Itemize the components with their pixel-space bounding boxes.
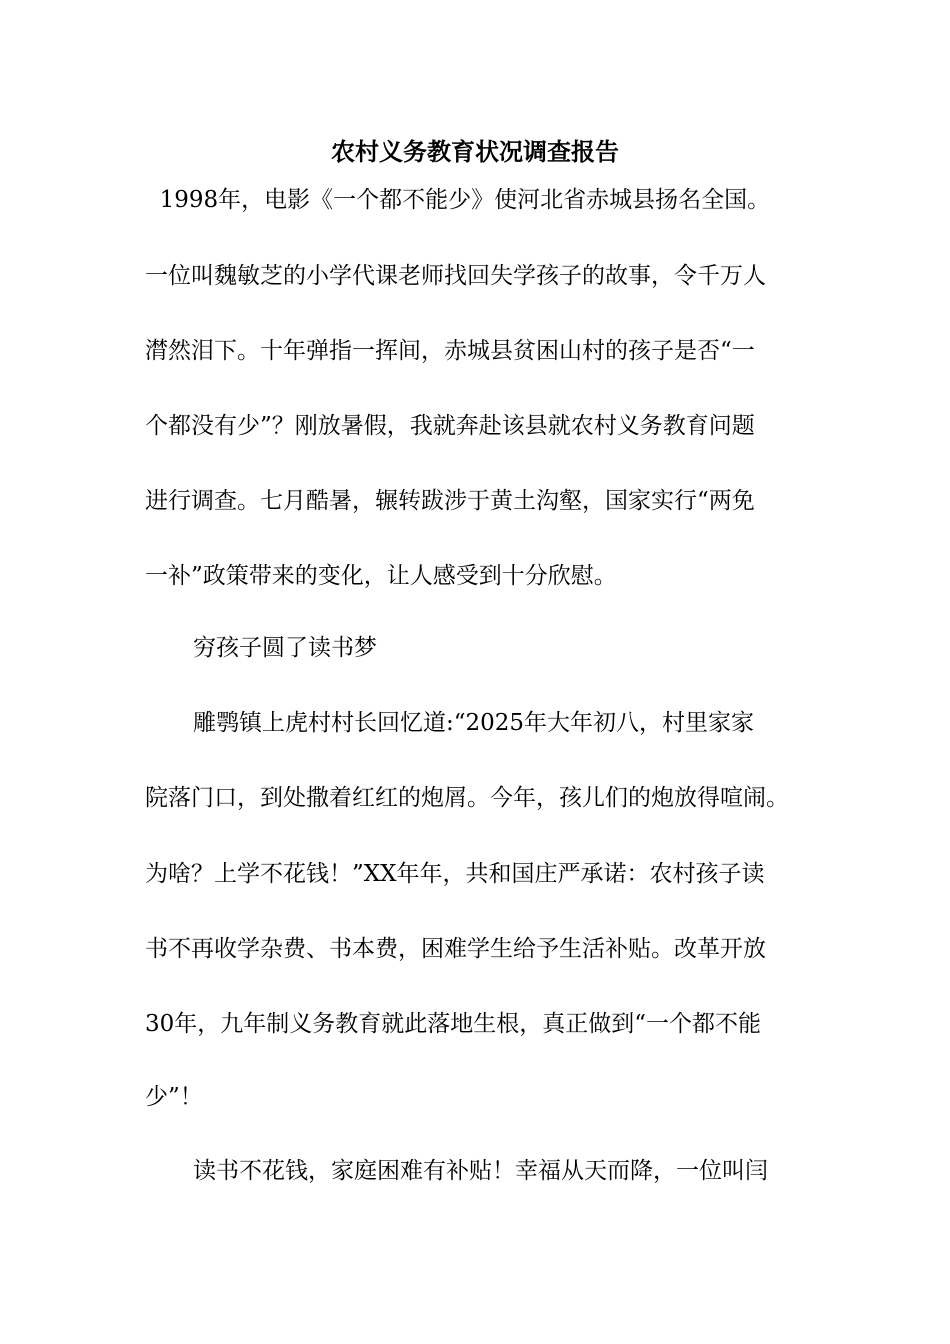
paragraph-line: 院落门口，到处撒着红红的炮屑。今年，孩儿们的炮放得喧闹。 [145, 785, 789, 811]
paragraph-line: 30年，九年制义务教育就此落地生根，真正做到“一个都不能 [145, 1011, 762, 1037]
document-title: 农村义务教育状况调查报告 [331, 137, 619, 166]
paragraph-line: 为啥？上学不花钱！”XX年年，共和国庄严承诺：农村孩子读 [145, 861, 765, 887]
paragraph-line: 一位叫魏敏芝的小学代课老师找回失学孩子的故事，令千万人 [145, 263, 766, 289]
paragraph-line: 个都没有少”？刚放暑假，我就奔赴该县就农村义务教育问题 [145, 413, 755, 439]
paragraph-line: 进行调查。七月酷暑，辗转跋涉于黄土沟壑，国家实行“两免 [145, 488, 755, 514]
paragraph-line: 读书不花钱，家庭困难有补贴！幸福从天而降，一位叫闫 [193, 1158, 768, 1184]
paragraph-line: 潸然泪下。十年弹指一挥间，赤城县贫困山村的孩子是否“一 [145, 338, 755, 364]
section-heading: 穷孩子圆了读书梦 [193, 635, 377, 661]
paragraph-line: 雕鹗镇上虎村村长回忆道:“2025年大年初八，村里家家 [193, 710, 755, 736]
paragraph-line: 少”！ [145, 1084, 203, 1110]
paragraph-line: 一补”政策带来的变化，让人感受到十分欣慰。 [145, 563, 617, 589]
paragraph-line: 1998年，电影《一个都不能少》使河北省赤城县扬名全国。 [145, 187, 771, 213]
paragraph-line: 书不再收学杂费、书本费，困难学生给予生活补贴。改革开放 [145, 936, 766, 962]
